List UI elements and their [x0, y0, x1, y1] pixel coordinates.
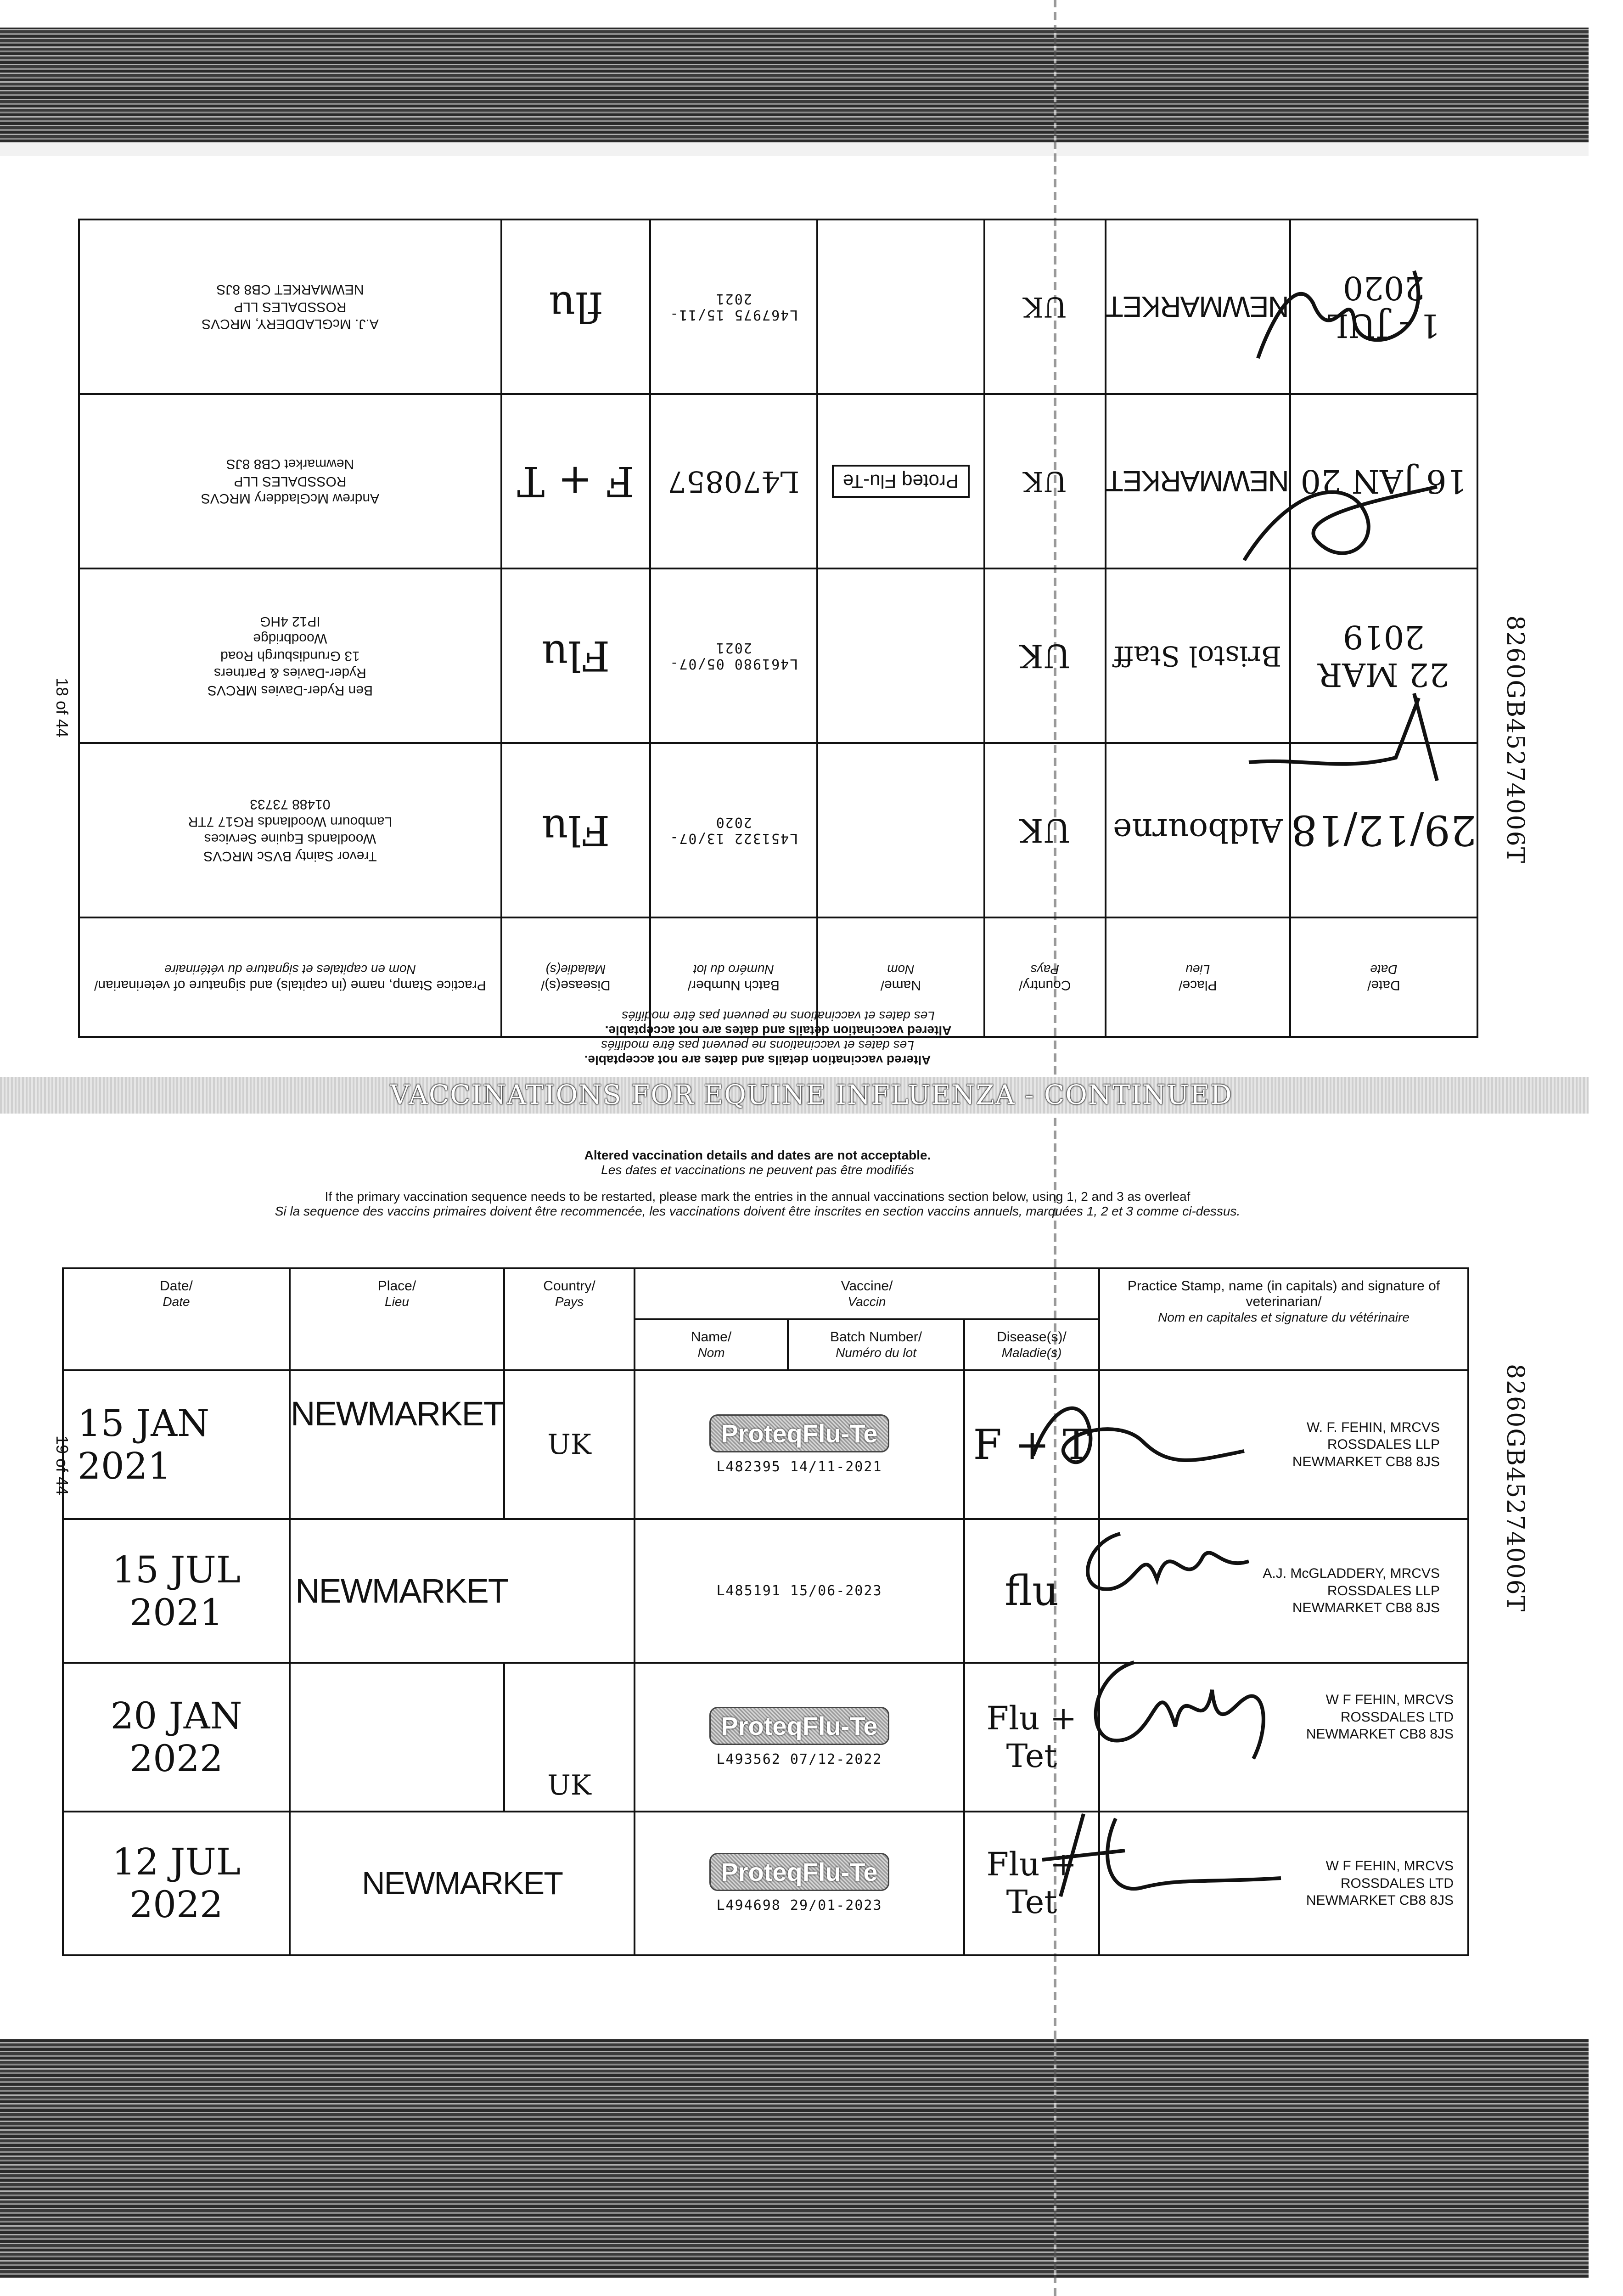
- restart-notice: [138, 1189, 1377, 1219]
- row-vet-stamp: W. F. FEHIN, MRCVS ROSSDALES LLP NEWMARKET CB8 8JS: [1099, 1370, 1468, 1519]
- row-place: NEWMARKET: [290, 1519, 635, 1663]
- header-name: Name/ Nom: [635, 1319, 788, 1370]
- row-vaccine-name: [817, 568, 984, 743]
- row-vaccine-name: [817, 219, 984, 394]
- section-title: VACCINATIONS FOR EQUINE INFLUENZA - CONTINUED: [390, 1079, 1233, 1110]
- row-date: 15 JAN 2021: [63, 1370, 290, 1519]
- row-batch: L451322 13/07-2020: [650, 743, 817, 917]
- row-disease: Flu: [501, 743, 650, 917]
- row-place: NEWMARKET: [290, 1370, 504, 1519]
- header-vaccine: Vaccine/ Vaccin: [635, 1268, 1099, 1319]
- altered-notice-en-lower: Altered vaccination details and dates are not acceptable.: [584, 1148, 931, 1162]
- row-date: 16 JAN 20: [1290, 394, 1477, 568]
- header-batch: Batch Number/ Numéro du lot: [650, 917, 817, 1037]
- scan-top-band: [0, 28, 1589, 142]
- row-place: NEWMARKET: [1106, 394, 1290, 568]
- row-disease: flu: [964, 1519, 1099, 1663]
- page-number-left: 18 of 44: [53, 677, 72, 738]
- altered-notice-en: Altered vaccination details and dates are not acceptable.: [605, 1024, 952, 1038]
- row-batch: L461980 05/07-2021: [650, 568, 817, 743]
- signature-scribble: [1065, 1515, 1258, 1607]
- lower-altered-notice: [321, 1148, 1194, 1177]
- row-country: UK: [984, 394, 1106, 568]
- scan-bottom-band: [0, 2039, 1589, 2278]
- altered-notice-fr-lower: Les dates et vaccinations ne peuvent pas être modifiés: [601, 1163, 914, 1177]
- row-country: UK: [984, 743, 1106, 917]
- header-disease: Disease(s)/ Maladie(s): [501, 917, 650, 1037]
- row-place: [290, 1663, 504, 1811]
- row-batch: L485191 15/06-2023: [716, 1583, 882, 1599]
- row-place: NEWMARKET: [290, 1812, 635, 1955]
- row-vaccine-name: [817, 394, 984, 568]
- row-batch: L482395 14/11-2021: [716, 1459, 882, 1475]
- row-country: UK: [504, 1370, 635, 1519]
- header-country: Country/ Pays: [984, 917, 1106, 1037]
- header-country: Country/ Pays: [504, 1268, 635, 1370]
- row-country: UK: [984, 568, 1106, 743]
- row-batch: L493562 07/12-2022: [716, 1751, 882, 1767]
- altered-notice-en-upper: Altered vaccination details and dates are not acceptable.: [584, 1053, 931, 1067]
- row-disease: Flu + Tet: [964, 1663, 1099, 1811]
- row-vet-stamp: A.J. McGLADDERY, MRCVS ROSSDALES LLP NEWMARKET CB8 8JS: [1099, 1519, 1468, 1663]
- serial-number-top: 8260GB45274006T: [1501, 615, 1529, 864]
- row-country: UK: [984, 219, 1106, 394]
- signature-scribble: [1221, 680, 1451, 790]
- row-vet-stamp: A.J. McGLADDERY, MRCVS ROSSDALES LLP NEWMARKET CB8 8JS: [79, 219, 501, 394]
- row-date: 12 JUL 2022: [63, 1812, 290, 1955]
- row-vet-stamp: Andrew McGladdery MRCVS ROSSDALES LLP Newmarket CB8 8JS: [79, 394, 501, 568]
- row-vaccine-name: [817, 743, 984, 917]
- row-date: 22 MAR 2019: [1290, 568, 1477, 743]
- signature-scribble: [1024, 1387, 1253, 1479]
- header-disease: Disease(s)/ Maladie(s): [964, 1319, 1099, 1370]
- row-disease: Flu + Tet: [964, 1812, 1099, 1955]
- vaccine-sticker: ProteqFlu-Te: [709, 1707, 889, 1745]
- altered-notice-fr-upper: Les dates et vaccinations ne peuvent pas être modifiés: [601, 1038, 914, 1052]
- upper-altered-notice: [321, 1038, 1194, 1067]
- header-date: Date/ Date: [1290, 917, 1477, 1037]
- signature-scribble: [1079, 1649, 1327, 1768]
- altered-notice-fr: Les dates et vaccinations ne peuvent pas être modifiés: [622, 1009, 935, 1023]
- header-place: Place/ Lieu: [290, 1268, 504, 1370]
- row-batch: L467975 15/11-2021: [650, 219, 817, 394]
- header-date: Date/ Date: [63, 1268, 290, 1370]
- vaccine-sticker: ProteqFlu-Te: [709, 1853, 889, 1891]
- signature-scribble: [1226, 468, 1455, 579]
- row-vaccine: [635, 1663, 964, 1811]
- vaccine-name-stamp: Proteq Flu-Te: [832, 465, 970, 498]
- row-vaccine: [635, 1370, 964, 1519]
- row-place: Aldbourne: [1106, 743, 1290, 917]
- row-date: 15 JUL 2021: [63, 1519, 290, 1663]
- signature-scribble: [1240, 257, 1442, 377]
- vaccine-sticker: ProteqFlu-Te: [709, 1414, 889, 1452]
- restart-notice-fr: Si la sequence des vaccins primaires doivent être recommencée, les vaccinations doivent être inscrites en section vaccins annuels, marquées 1, 2 et 3 comme ci-dessus.: [275, 1204, 1241, 1218]
- row-vaccine: [635, 1812, 964, 1955]
- header-vet: Practice Stamp, name (in capitals) and signature of veterinarian/ Nom en capitales et signature du vétérinaire: [79, 917, 501, 1037]
- row-vet-stamp: Trevor Sainty BVSc MRCVS Woodlands Equine Services Lambourn Woodlands RG17 7TR 01488 73733: [79, 743, 501, 917]
- row-country: UK: [504, 1663, 635, 1811]
- row-vet-stamp: W F FEHIN, MRCVS ROSSDALES LTD NEWMARKET CB8 8JS: [1099, 1663, 1468, 1811]
- row-date: 1 - JUL 2020: [1290, 219, 1477, 394]
- row-disease: F + T: [964, 1370, 1099, 1519]
- signature-scribble: [1033, 1805, 1290, 1910]
- restart-notice-en: If the primary vaccination sequence needs to be restarted, please mark the entries in the annual vaccinations section below, using 1, 2 and 3 as overleaf: [325, 1189, 1191, 1204]
- row-place: NEWMARKET: [1106, 219, 1290, 394]
- header-name: Name/ Nom: [817, 917, 984, 1037]
- row-vaccine: [635, 1519, 964, 1663]
- table-row: [63, 1370, 1468, 1519]
- header-place: Place/ Lieu: [1106, 917, 1290, 1037]
- row-batch: L470857: [650, 394, 817, 568]
- row-disease: Flu: [501, 568, 650, 743]
- row-date: 29/12/18: [1290, 743, 1477, 917]
- row-disease: F + T: [501, 394, 650, 568]
- scan-top-edge: [0, 142, 1589, 156]
- row-disease: flu: [501, 219, 650, 394]
- row-place: Bristol Staff: [1106, 568, 1290, 743]
- header-vet: Practice Stamp, name (in capitals) and signature of veterinarian/ Nom en capitales et signature du vétérinaire: [1099, 1268, 1468, 1370]
- page-number-right: 19 of 44: [53, 1435, 72, 1496]
- header-batch: Batch Number/ Numéro du lot: [788, 1319, 964, 1370]
- serial-number-bottom: 8260GB45274006T: [1501, 1364, 1529, 1613]
- row-vet-stamp: Ben Ryder-Davies MRCVS Ryder-Davies & Partners 13 Grundisburgh Road Woodbridge IP12 4HG: [79, 568, 501, 743]
- row-batch: L494698 29/01-2023: [716, 1897, 882, 1914]
- row-date: 20 JAN 2022: [63, 1663, 290, 1811]
- row-vet-stamp: W F FEHIN, MRCVS ROSSDALES LTD NEWMARKET CB8 8JS: [1099, 1812, 1468, 1955]
